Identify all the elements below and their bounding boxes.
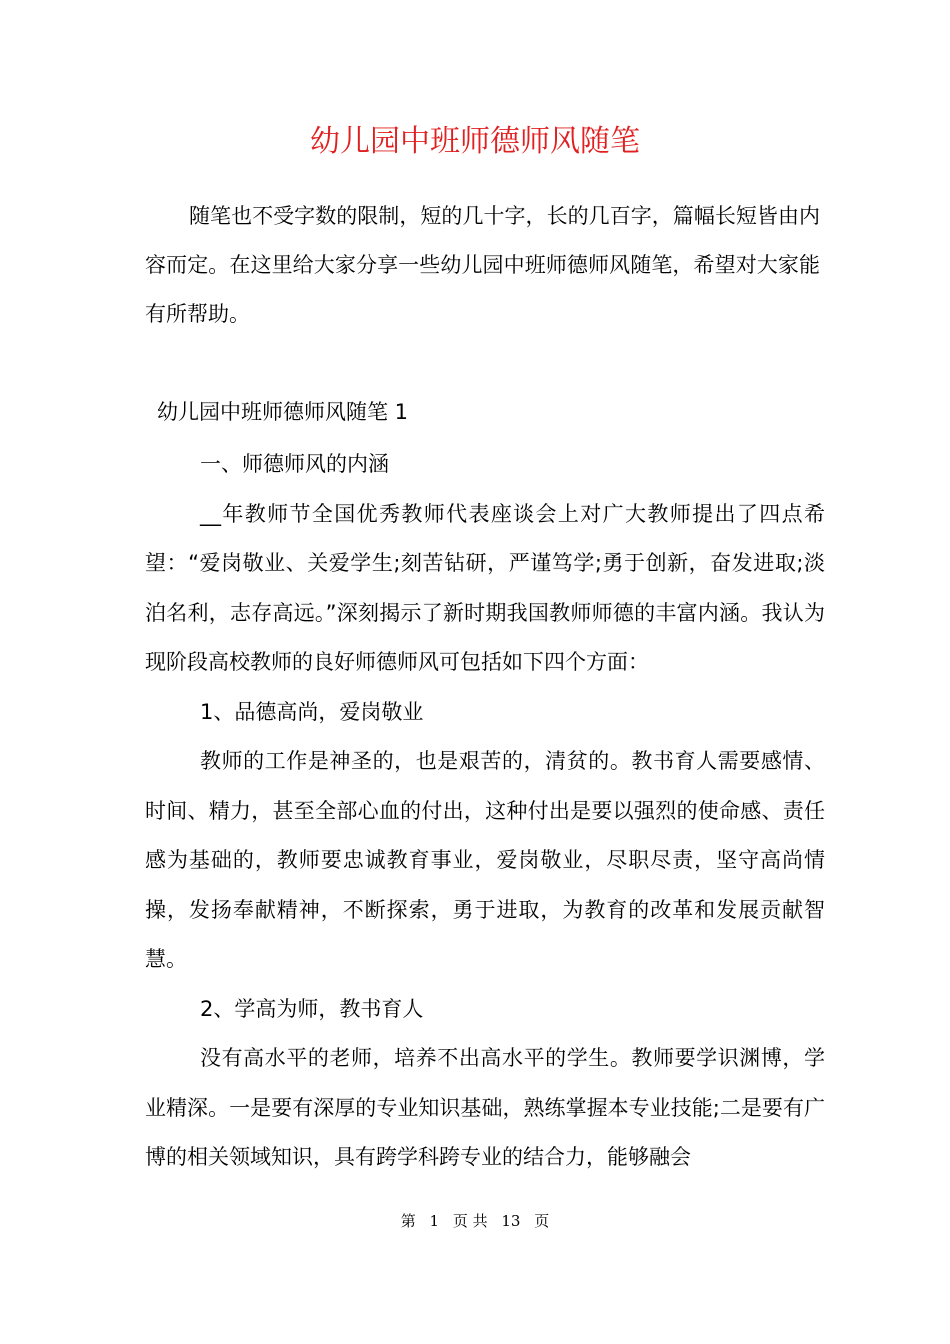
heading-point-1: 1、品德高尚，爱岗敬业 bbox=[200, 699, 424, 724]
footer-suffix: 页 bbox=[534, 1212, 550, 1230]
footer-page-number: 1 bbox=[429, 1212, 440, 1230]
footer-total-pages: 13 bbox=[501, 1212, 521, 1230]
paragraph: 教师的工作是神圣的，也是艰苦的，清贫的。教书育人需要感情、时间、精力，甚至全部心血的付出，这种付出是要以强烈的使命感、责任感为基础的，教师要忠诚教育事业，爱岗敬业，尽职尽责，坚守高尚情操，发扬奉献精神，不断探索，勇于进取，为教育的改革和发展贡献智慧。 bbox=[145, 749, 825, 971]
footer-prefix: 第 bbox=[400, 1212, 416, 1230]
heading-connotation: 一、师德师风的内涵 bbox=[200, 452, 389, 476]
intro-paragraph: 随笔也不受字数的限制，短的几十字，长的几百字，篇幅长短皆由内容而定。在这里给大家分享一些幼儿园中班师德师风随笔，希望对大家能有所帮助。 bbox=[145, 204, 820, 326]
paragraph: __年教师节全国优秀教师代表座谈会上对广大教师提出了四点希望：“爱岗敬业、关爱学生;刻苦钻研，严谨笃学;勇于创新，奋发进取;淡泊名利，志存高远。”深刻揭示了新时期我国教师师德的丰富内涵。我认为现阶段高校教师的良好师德师风可包括如下四个方面： bbox=[145, 501, 825, 674]
section-title: 幼儿园中班师德师风随笔 1 bbox=[157, 400, 409, 424]
document-title: 幼儿园中班师德师风随笔 bbox=[310, 124, 640, 160]
document-body bbox=[145, 440, 825, 1183]
paragraph: 没有高水平的老师，培养不出高水平的学生。教师要学识渊博，学业精深。一是要有深厚的专业知识基础，熟练掌握本专业技能;二是要有广博的相关领域知识，具有跨学科跨专业的结合力，能够融会 bbox=[145, 1046, 825, 1169]
page-footer bbox=[0, 1210, 950, 1232]
footer-middle: 页 共 bbox=[452, 1212, 488, 1230]
heading-point-2: 2、学高为师，教书育人 bbox=[200, 996, 424, 1021]
